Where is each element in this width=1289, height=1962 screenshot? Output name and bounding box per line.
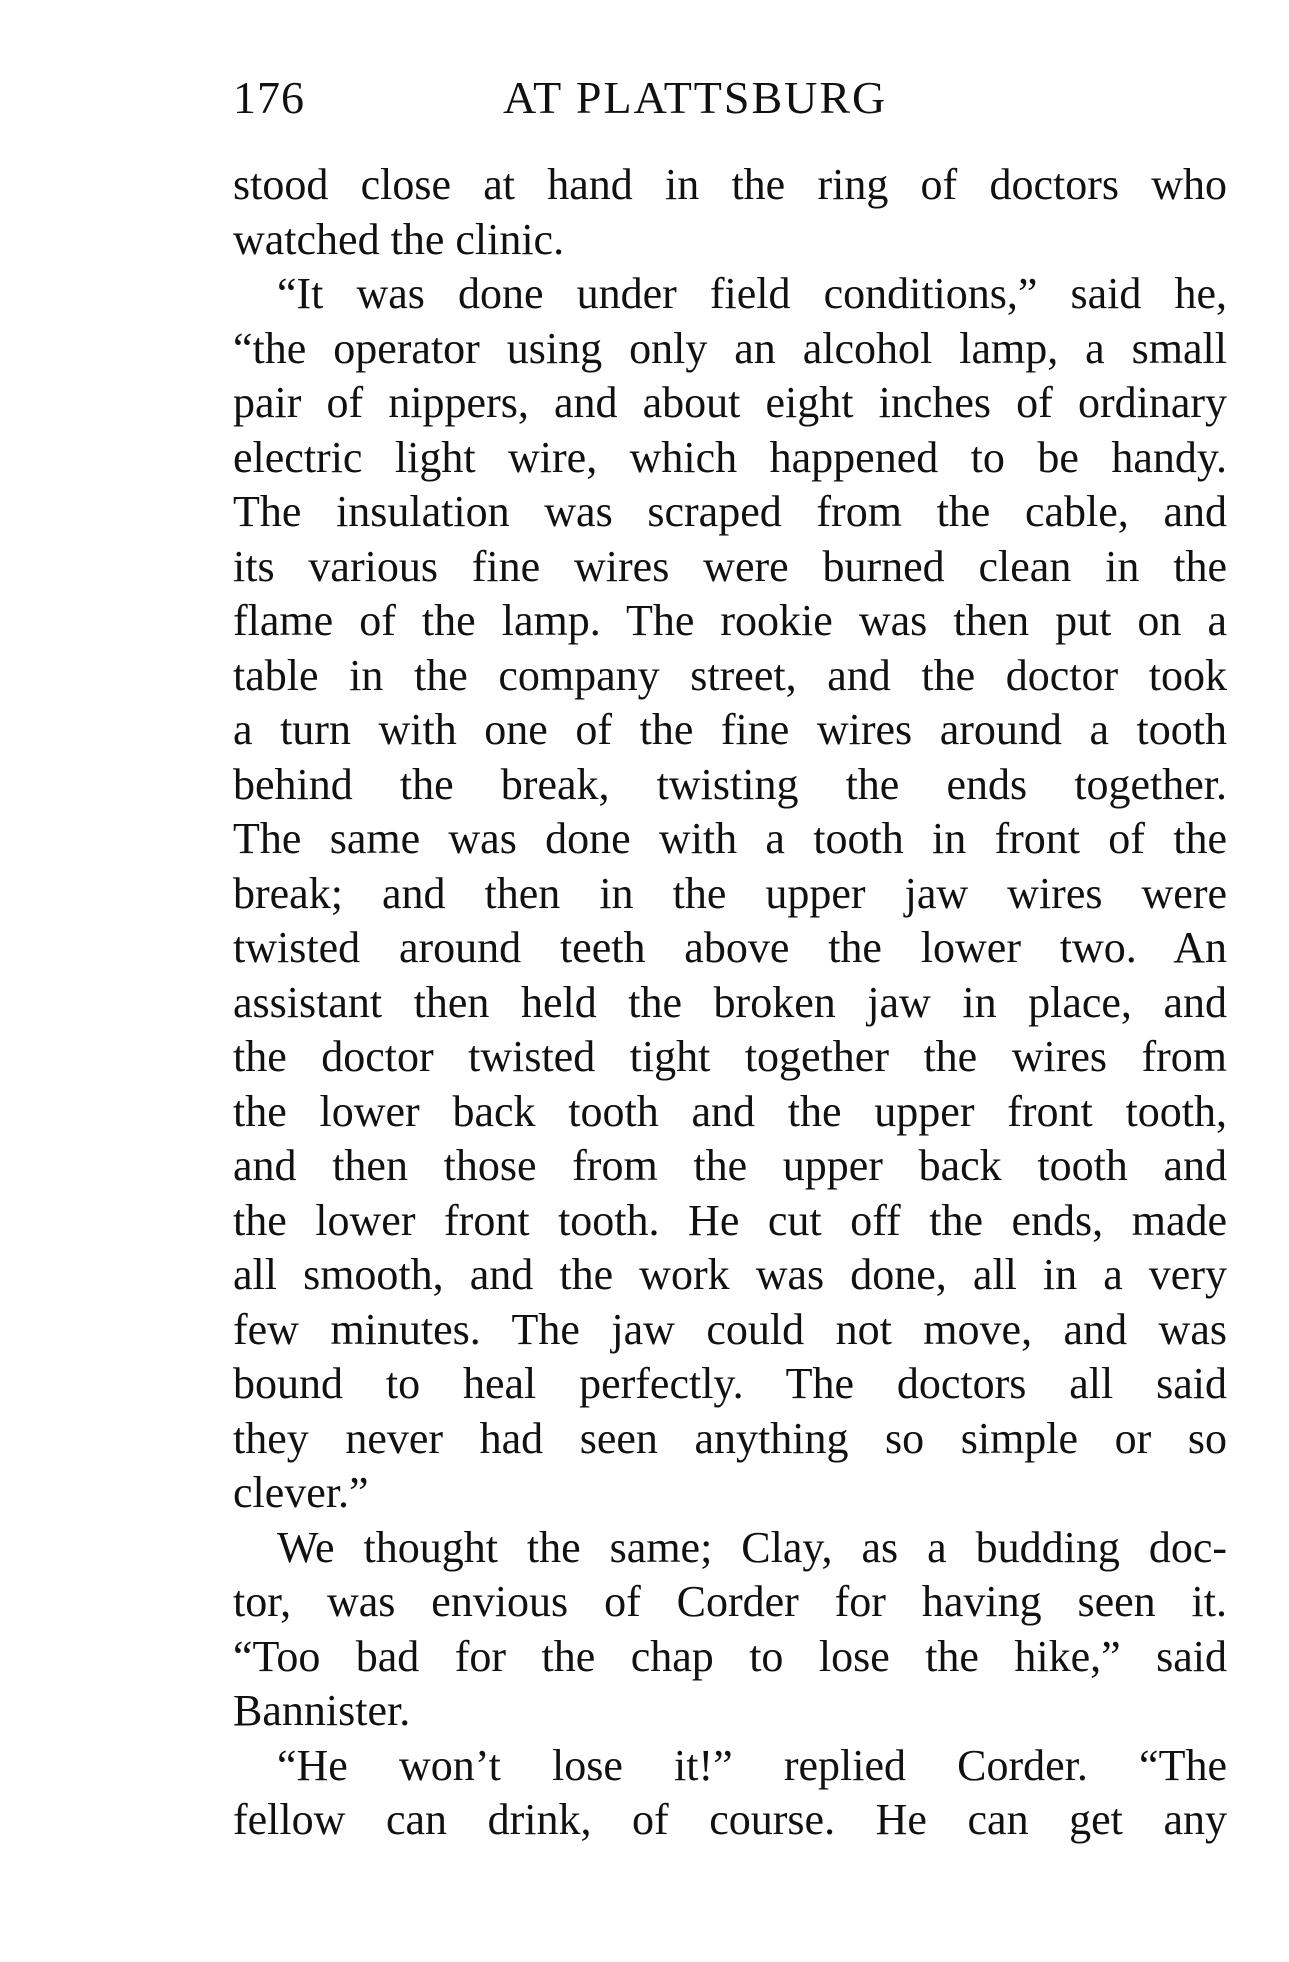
text-line: few minutes. The jaw could not move, and was <box>233 1304 1227 1354</box>
text-line: electric light wire, which happened to be handy. <box>233 432 1227 482</box>
text-line: and then those from the upper back tooth and <box>233 1141 1227 1190</box>
text-line: the doctor twisted tight together the wires from <box>233 1032 1227 1081</box>
page-number: 176 <box>233 72 305 123</box>
text-line: assistant then held the broken jaw in place, and <box>233 977 1227 1027</box>
text-line: a turn with one of the fine wires around a tooth <box>233 705 1227 754</box>
text-line: fellow can drink, of course. He can get any <box>233 1795 1227 1844</box>
text-line: “the operator using only an alcohol lamp, a small <box>233 323 1227 373</box>
running-head: AT PLATTSBURG <box>503 72 888 123</box>
text-line: break; and then in the upper jaw wires were <box>233 868 1227 918</box>
text-line: “He won’t lose it!” replied Corder. “The <box>277 1740 1227 1790</box>
text-line: “Too bad for the chap to lose the hike,” said <box>233 1631 1227 1681</box>
text-line: clever.” <box>233 1468 369 1517</box>
text-line: they never had seen anything so simple or so <box>233 1413 1227 1463</box>
text-line: We thought the same; Clay, as a budding doc- <box>277 1522 1227 1572</box>
text-line: pair of nippers, and about eight inches of ordinary <box>233 378 1227 427</box>
text-line: The insulation was scraped from the cable, and <box>233 487 1227 536</box>
text-line: behind the break, twisting the ends together. <box>233 759 1227 809</box>
text-line: The same was done with a tooth in front of the <box>233 814 1227 863</box>
text-line: stood close at hand in the ring of doctors who <box>233 160 1227 209</box>
text-line: the lower back tooth and the upper front tooth, <box>233 1086 1227 1136</box>
text-line: “It was done under field conditions,” said he, <box>277 269 1227 318</box>
text-line: tor, was envious of Corder for having seen it. <box>233 1577 1227 1626</box>
text-line: the lower front tooth. He cut off the ends, made <box>233 1195 1227 1245</box>
page-header <box>233 68 1233 128</box>
text-line: flame of the lamp. The rookie was then put on a <box>233 596 1227 645</box>
text-line: its various fine wires were burned clean in the <box>233 541 1227 591</box>
body-text <box>233 158 1227 1848</box>
text-line: twisted around teeth above the lower two. An <box>233 923 1227 972</box>
text-line: all smooth, and the work was done, all in a very <box>233 1250 1227 1299</box>
text-line: Bannister. <box>233 1686 411 1735</box>
text-line: table in the company street, and the doctor took <box>233 650 1227 700</box>
text-line: watched the clinic. <box>233 214 565 264</box>
text-line: bound to heal perfectly. The doctors all said <box>233 1359 1227 1408</box>
